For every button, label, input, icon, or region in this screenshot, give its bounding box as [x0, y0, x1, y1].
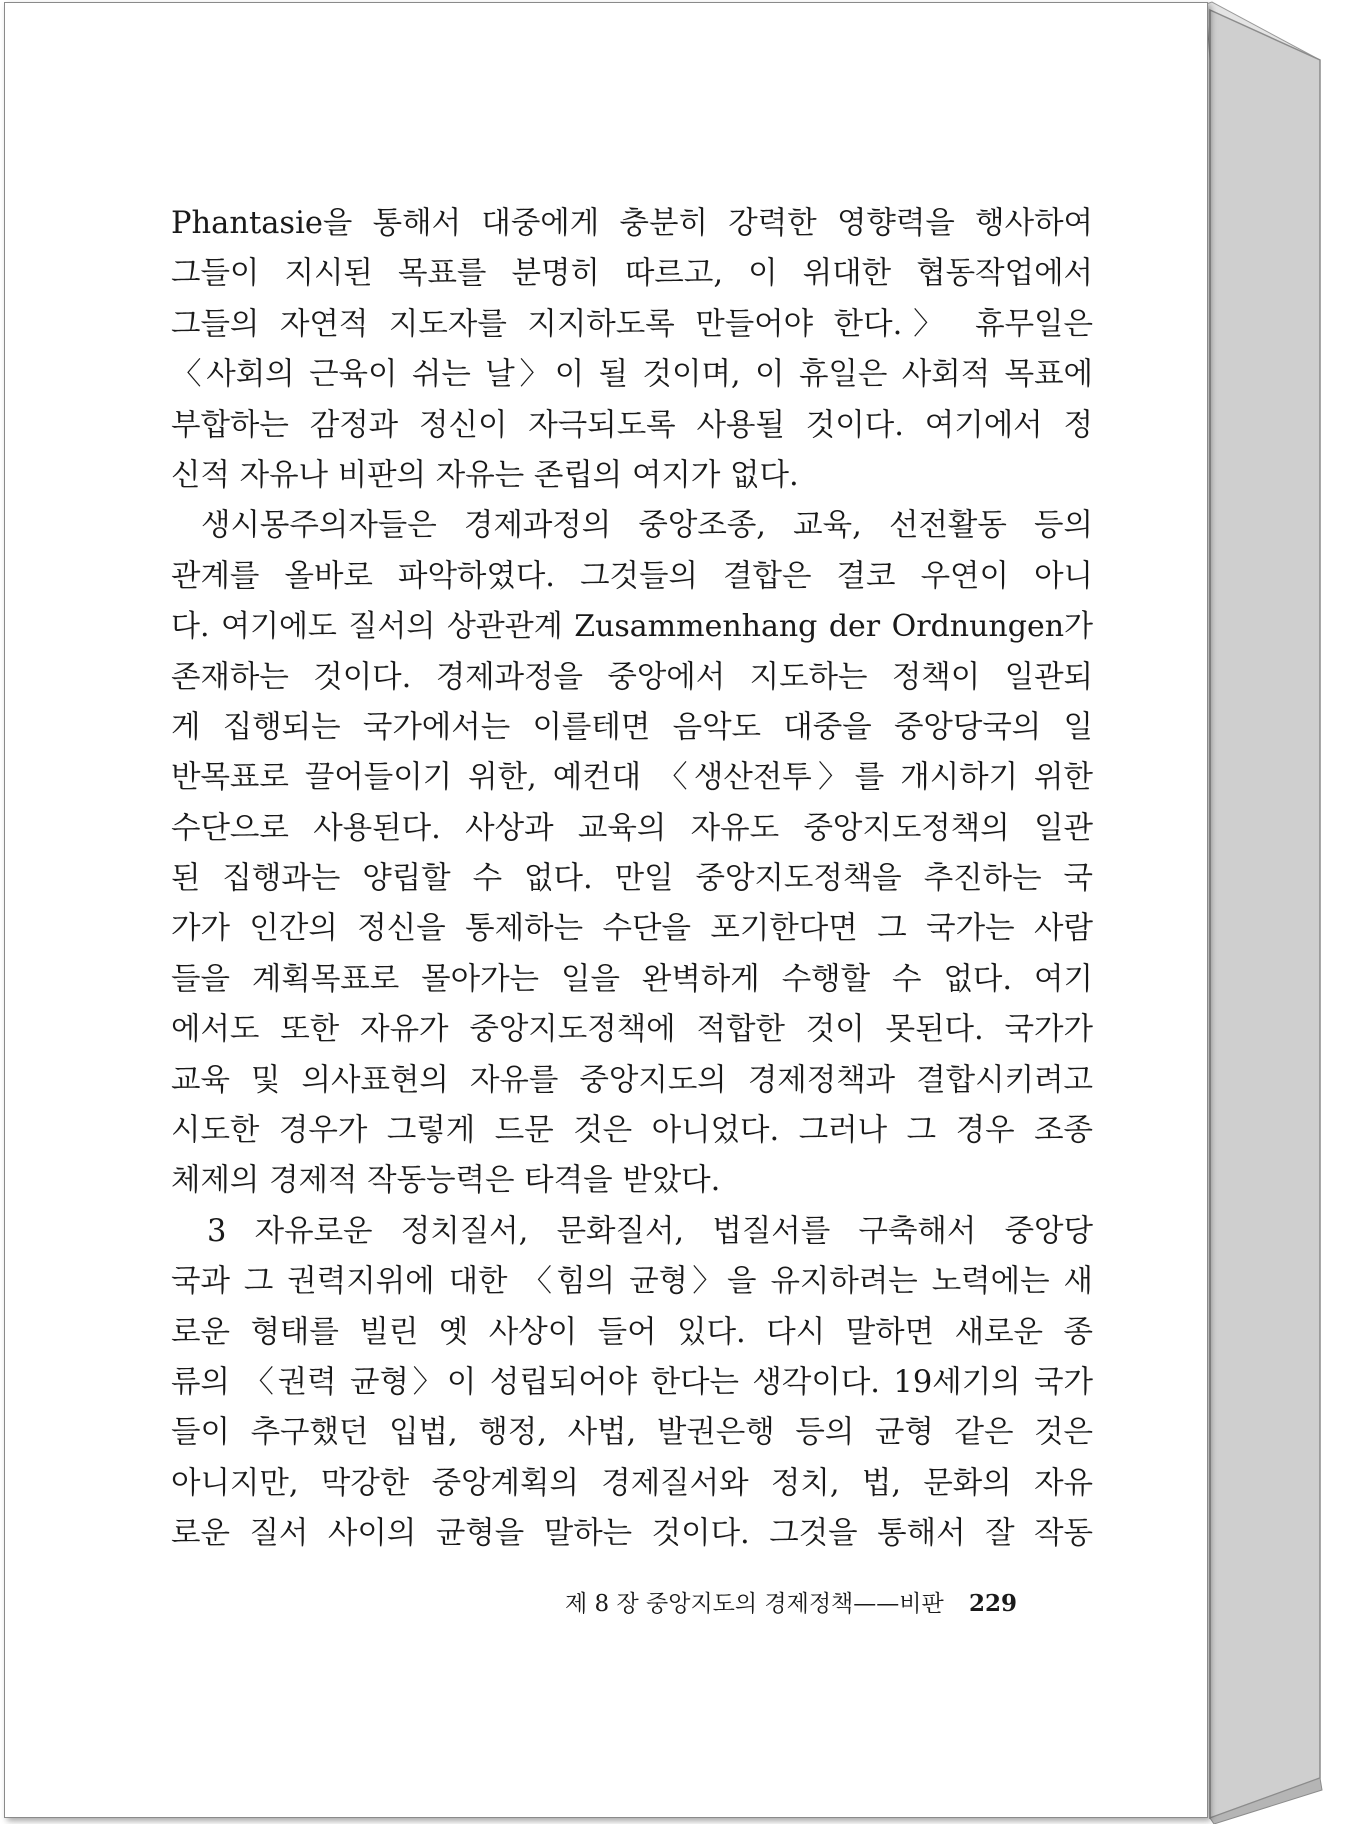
text-line: 관계를 올바로 파악하였다. 그것들의 결합은 결코 우연이 아니: [171, 558, 1093, 594]
text-line: 수단으로 사용된다. 사상과 교육의 자유도 중앙지도정책의 일관: [171, 810, 1093, 846]
text-line: 그들이 지시된 목표를 분명히 따르고, 이 위대한 협동작업에서: [171, 256, 1093, 292]
text-line: 에서도 또한 자유가 중앙지도정책에 적합한 것이 못된다. 국가가: [171, 1012, 1093, 1048]
text-line: Phantasie을 통해서 대중에게 충분히 강력한 영향력을 행사하여: [171, 206, 1093, 241]
text-line: 아니지만, 막강한 중앙계획의 경제질서와 정치, 법, 문화의 자유: [171, 1465, 1093, 1501]
text-line: 존재하는 것이다. 경제과정을 중앙에서 지도하는 정책이 일관되: [171, 659, 1093, 695]
text-line: 들을 계획목표로 몰아가는 일을 완벽하게 수행할 수 없다. 여기: [171, 961, 1093, 997]
text-line: 반목표로 끌어들이기 위한, 예컨대 〈생산전투〉를 개시하기 위한: [171, 760, 1093, 796]
page-footer: [565, 1584, 1065, 1624]
text-line: 교육 및 의사표현의 자유를 중앙지도의 경제정책과 결합시키려고: [171, 1062, 1093, 1098]
text-line: 다. 여기에도 질서의 상관관계 Zusammenhang der Ordnungen가: [171, 609, 1093, 645]
text-line: 로운 질서 사이의 균형을 말하는 것이다. 그것을 통해서 잘 작동: [171, 1516, 1093, 1552]
page-number: 229: [969, 1590, 1018, 1617]
text-line: 부합하는 감정과 정신이 자극되도록 사용될 것이다. 여기에서 정: [171, 407, 1093, 443]
text-line: 들이 추구했던 입법, 행정, 사법, 발권은행 등의 균형 같은 것은: [171, 1415, 1093, 1451]
text-line: 가가 인간의 정신을 통제하는 수단을 포기한다면 그 국가는 사람: [171, 911, 1093, 947]
running-head: 제 8 장 중앙지도의 경제정책——비판: [565, 1591, 944, 1617]
text-line: 체제의 경제적 작동능력은 타격을 받았다.: [171, 1163, 721, 1199]
text-line: 생시몽주의자들은 경제과정의 중앙조종, 교육, 선전활동 등의: [201, 508, 1093, 544]
text-line: 류의 〈권력 균형〉이 성립되어야 한다는 생각이다. 19세기의 국가: [171, 1364, 1093, 1400]
text-line: 신적 자유나 비판의 자유는 존립의 여지가 없다.: [171, 457, 799, 493]
text-line: 게 집행되는 국가에서는 이를테면 음악도 대중을 중앙당국의 일: [171, 709, 1093, 745]
page-sheet: [4, 2, 1208, 1818]
text-line: 로운 형태를 빌린 옛 사상이 들어 있다. 다시 말하면 새로운 종: [171, 1314, 1093, 1350]
text-line: 된 집행과는 양립할 수 없다. 만일 중앙지도정책을 추진하는 국: [171, 861, 1093, 897]
body-text: [171, 199, 1093, 1560]
book-edge-side: [1210, 10, 1320, 1818]
text-line: 국과 그 권력지위에 대한 〈힘의 균형〉을 유지하려는 노력에는 새: [171, 1264, 1093, 1300]
text-line: 시도한 경우가 그렇게 드문 것은 아니었다. 그러나 그 경우 조종: [171, 1113, 1093, 1149]
text-line: 그들의 자연적 지도자를 지지하도록 만들어야 한다.〉 휴무일은: [171, 306, 1093, 342]
text-line: 〈사회의 근육이 쉬는 날〉이 될 것이며, 이 휴일은 사회적 목표에: [171, 357, 1093, 393]
text-line: 3 자유로운 정치질서, 문화질서, 법질서를 구축해서 중앙당: [207, 1213, 1093, 1249]
